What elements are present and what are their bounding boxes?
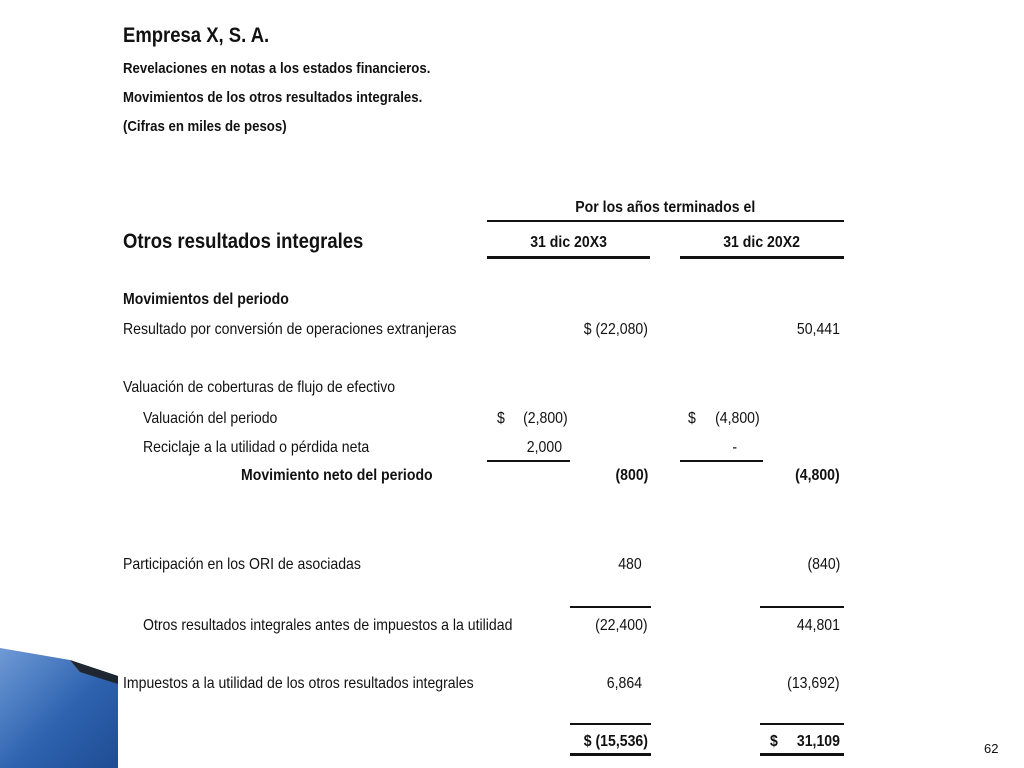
page-number: 62 xyxy=(984,741,999,756)
row-label-fx-conversion: Resultado por conversión de operaciones extranjeras xyxy=(123,321,457,338)
subtitle-line-3: (Cifras en miles de pesos) xyxy=(123,118,287,135)
valuation-value-20X3: (2,800) xyxy=(523,410,568,427)
column-header-20X2: 31 dic 20X2 xyxy=(723,234,801,251)
associates-value-20X3: 480 xyxy=(618,556,642,573)
row-label-net-movement: Movimiento neto del periodo xyxy=(241,467,433,484)
row-label-valuation: Valuación del periodo xyxy=(143,410,278,427)
total-value-20X2: 31,109 xyxy=(796,733,840,750)
tax-value-20X2: (13,692) xyxy=(787,675,840,692)
pretax-value-20X2: 44,801 xyxy=(796,617,840,634)
total-double-underline-20X2 xyxy=(760,753,844,756)
recycle-value-20X2: - xyxy=(732,439,738,456)
row-label-hedge: Valuación de coberturas de flujo de efectivo xyxy=(123,379,396,396)
pretax-value-20X3: (22,400) xyxy=(595,617,648,634)
row-label-tax: Impuestos a la utilidad de los otros resultados integrales xyxy=(123,675,474,692)
recycle-value-20X3: 2,000 xyxy=(526,439,562,456)
total-value-20X3: $ (15,536) xyxy=(583,733,648,750)
column-header-20X3: 31 dic 20X3 xyxy=(530,234,607,251)
total-overline-20X3 xyxy=(570,723,651,725)
period-header-underline xyxy=(487,220,844,222)
valuation-sign-20X3: $ xyxy=(497,410,505,427)
recycle-underline-20X2 xyxy=(680,460,763,462)
total-double-underline-20X3 xyxy=(570,753,651,756)
column-underline-20X2 xyxy=(680,256,844,259)
subtitle-line-1: Revelaciones en notas a los estados financieros. xyxy=(123,60,431,77)
tax-value-20X3: 6,864 xyxy=(606,675,642,692)
valuation-value-20X2: (4,800) xyxy=(715,410,760,427)
recycle-underline-20X3 xyxy=(487,460,570,462)
total-overline-20X2 xyxy=(760,723,844,725)
subtitle-line-2: Movimientos de los otros resultados integrales. xyxy=(123,89,423,106)
row-label-associates: Participación en los ORI de asociadas xyxy=(123,556,361,573)
net-value-20X2: (4,800) xyxy=(795,467,840,484)
pretax-overline-20X2 xyxy=(760,606,844,608)
associates-value-20X2: (840) xyxy=(807,556,840,573)
valuation-sign-20X2: $ xyxy=(688,410,696,427)
net-value-20X3: (800) xyxy=(615,467,648,484)
company-name: Empresa X, S. A. xyxy=(123,24,270,47)
row-label-pretax-oci: Otros resultados integrales antes de impuestos a la utilidad xyxy=(143,617,513,634)
total-sign-20X2: $ xyxy=(770,733,778,750)
pretax-overline-20X3 xyxy=(570,606,651,608)
section-title: Otros resultados integrales xyxy=(123,230,364,253)
fx-value-20X2: 50,441 xyxy=(796,321,840,338)
period-header: Por los años terminados el xyxy=(575,199,755,216)
movements-heading: Movimientos del periodo xyxy=(123,291,289,308)
fx-value-20X3: $ (22,080) xyxy=(583,321,648,338)
column-underline-20X3 xyxy=(487,256,650,259)
row-label-recycling: Reciclaje a la utilidad o pérdida neta xyxy=(143,439,370,456)
